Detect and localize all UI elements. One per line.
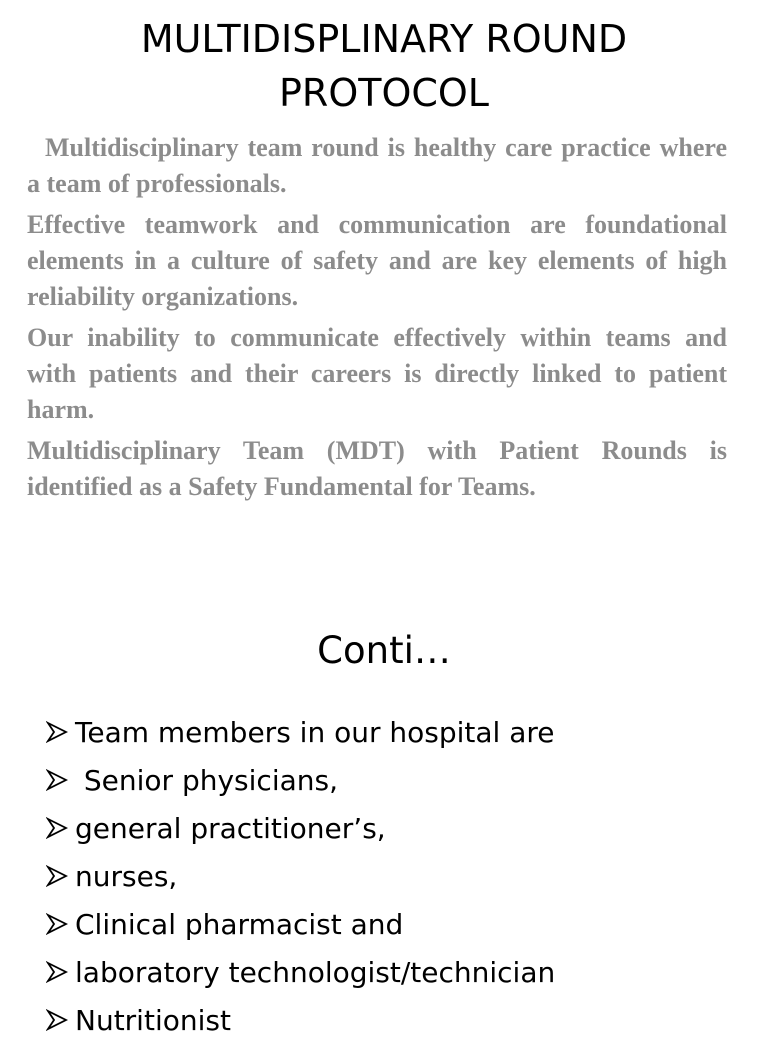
list-item-text: general practitioner’s, bbox=[75, 812, 386, 845]
list-item bbox=[46, 713, 746, 761]
arrowhead-bullet-icon bbox=[46, 809, 72, 839]
paragraph-1: Multidisciplinary team round is healthy care practice where a team of professionals. bbox=[27, 133, 727, 198]
slide-title: MULTIDISPLINARY ROUND PROTOCOL bbox=[140, 17, 628, 115]
arrowhead-bullet-icon bbox=[46, 857, 72, 887]
list-item-text: nurses, bbox=[75, 860, 178, 893]
list-item bbox=[46, 857, 746, 905]
list-item-text: Clinical pharmacist and bbox=[75, 908, 404, 941]
list-item-text: laboratory technologist/technician bbox=[75, 956, 556, 989]
list-item-text: Team members in our hospital are bbox=[75, 716, 555, 749]
list-item bbox=[46, 809, 746, 857]
slide-2 bbox=[0, 560, 768, 1037]
continued-title: Conti… bbox=[317, 629, 451, 672]
arrowhead-bullet-icon bbox=[46, 1001, 72, 1031]
slide-body bbox=[27, 130, 727, 510]
paragraph-2: Effective teamwork and communication are foundational elements in a culture of safety and are key elements of high reliability organizations. bbox=[27, 210, 727, 311]
arrowhead-bullet-icon bbox=[46, 953, 72, 983]
paragraph-4: Multidisciplinary Team (MDT) with Patient Rounds is identified as a Safety Fundamental for Teams. bbox=[27, 436, 727, 501]
arrowhead-bullet-icon bbox=[46, 713, 72, 743]
team-members-list bbox=[46, 713, 746, 1049]
list-item bbox=[46, 1001, 746, 1049]
paragraph-3: Our inability to communicate effectively within teams and with patients and their careers is directly linked to patient harm. bbox=[27, 323, 727, 424]
list-item-text: Nutritionist bbox=[75, 1004, 231, 1037]
list-item bbox=[46, 761, 746, 809]
list-item bbox=[46, 953, 746, 1001]
arrowhead-bullet-icon bbox=[46, 905, 72, 935]
arrowhead-bullet-icon bbox=[46, 761, 72, 791]
list-item bbox=[46, 905, 746, 953]
list-item-text: Senior physicians, bbox=[75, 764, 338, 797]
